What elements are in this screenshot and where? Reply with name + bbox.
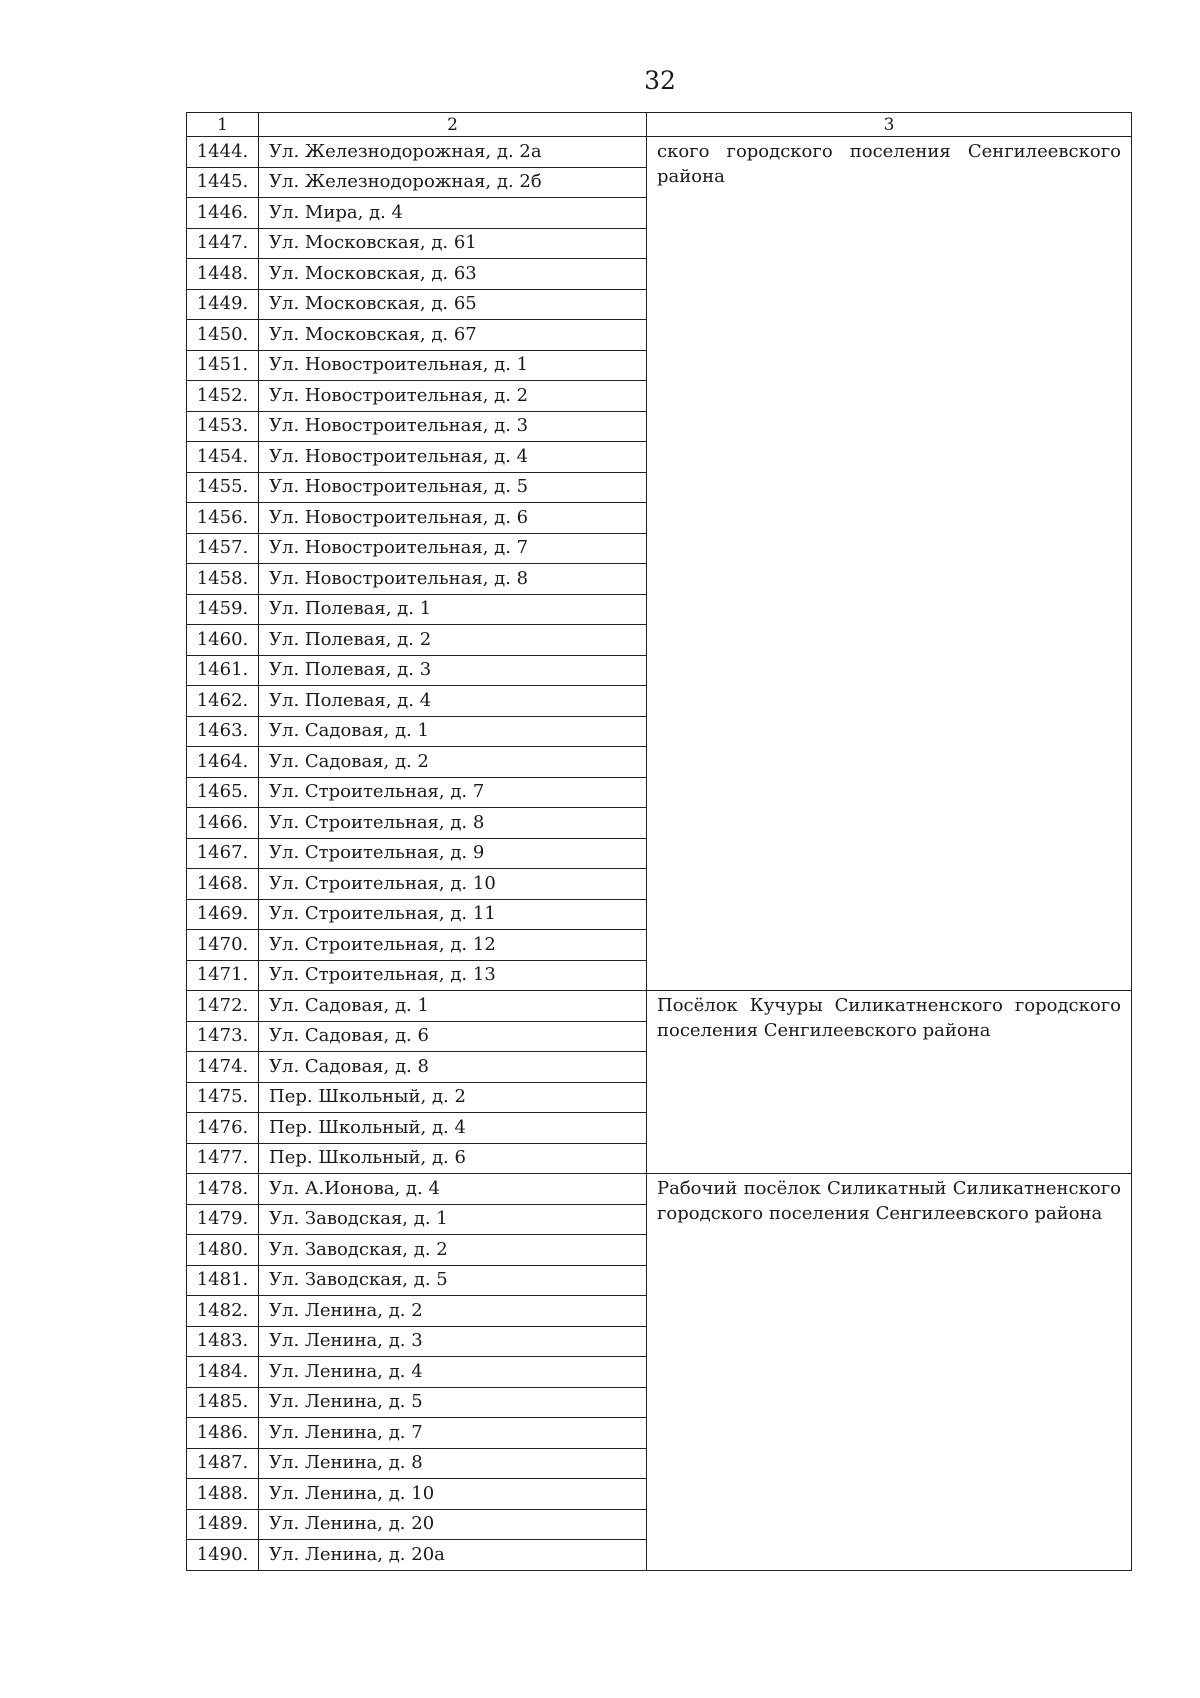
address-cell: Ул. Новостроительная, д. 7	[259, 533, 647, 564]
address-cell: Ул. Строительная, д. 10	[259, 869, 647, 900]
address-cell: Ул. Строительная, д. 13	[259, 960, 647, 991]
address-cell: Ул. Ленина, д. 4	[259, 1357, 647, 1388]
address-cell: Ул. Строительная, д. 7	[259, 777, 647, 808]
address-cell: Ул. Садовая, д. 8	[259, 1052, 647, 1083]
address-cell: Ул. Ленина, д. 20а	[259, 1540, 647, 1571]
address-cell: Ул. Строительная, д. 8	[259, 808, 647, 839]
address-cell: Ул. Полевая, д. 1	[259, 594, 647, 625]
column-header-number: 1	[187, 113, 259, 137]
table-row	[187, 1174, 1132, 1205]
address-cell: Ул. Ленина, д. 10	[259, 1479, 647, 1510]
address-cell: Ул. Железнодорожная, д. 2а	[259, 137, 647, 168]
address-cell: Ул. Полевая, д. 3	[259, 655, 647, 686]
row-number: 1459.	[187, 594, 259, 625]
row-number: 1458.	[187, 564, 259, 595]
row-number: 1487.	[187, 1448, 259, 1479]
location-cell: Рабочий посёлок Силикатный Силикатненского городского поселения Сенгилеевского района	[647, 1174, 1132, 1571]
row-number: 1462.	[187, 686, 259, 717]
row-number: 1451.	[187, 350, 259, 381]
address-cell: Ул. Новостроительная, д. 2	[259, 381, 647, 412]
row-number: 1471.	[187, 960, 259, 991]
address-cell: Ул. Московская, д. 63	[259, 259, 647, 290]
row-number: 1478.	[187, 1174, 259, 1205]
address-cell: Ул. Ленина, д. 3	[259, 1326, 647, 1357]
address-cell: Ул. Строительная, д. 12	[259, 930, 647, 961]
row-number: 1446.	[187, 198, 259, 229]
row-number: 1453.	[187, 411, 259, 442]
row-number: 1468.	[187, 869, 259, 900]
row-number: 1465.	[187, 777, 259, 808]
address-cell: Ул. Железнодорожная, д. 2б	[259, 167, 647, 198]
address-cell: Ул. Полевая, д. 4	[259, 686, 647, 717]
address-cell: Ул. Новостроительная, д. 4	[259, 442, 647, 473]
address-cell: Ул. А.Ионова, д. 4	[259, 1174, 647, 1205]
row-number: 1450.	[187, 320, 259, 351]
row-number: 1485.	[187, 1387, 259, 1418]
row-number: 1474.	[187, 1052, 259, 1083]
row-number: 1457.	[187, 533, 259, 564]
row-number: 1454.	[187, 442, 259, 473]
address-cell: Ул. Новостроительная, д. 3	[259, 411, 647, 442]
row-number: 1483.	[187, 1326, 259, 1357]
row-number: 1490.	[187, 1540, 259, 1571]
address-cell: Ул. Мира, д. 4	[259, 198, 647, 229]
table-row	[187, 991, 1132, 1022]
row-number: 1460.	[187, 625, 259, 656]
row-number: 1488.	[187, 1479, 259, 1510]
address-cell: Ул. Полевая, д. 2	[259, 625, 647, 656]
column-header-location: 3	[647, 113, 1132, 137]
row-number: 1476.	[187, 1113, 259, 1144]
header-row	[187, 113, 1132, 137]
address-cell: Пер. Школьный, д. 4	[259, 1113, 647, 1144]
row-number: 1484.	[187, 1357, 259, 1388]
row-number: 1486.	[187, 1418, 259, 1449]
address-cell: Ул. Московская, д. 65	[259, 289, 647, 320]
row-number: 1456.	[187, 503, 259, 534]
page-number: 32	[644, 66, 676, 95]
address-cell: Ул. Садовая, д. 2	[259, 747, 647, 778]
row-number: 1481.	[187, 1265, 259, 1296]
row-number: 1444.	[187, 137, 259, 168]
address-cell: Ул. Новостроительная, д. 6	[259, 503, 647, 534]
row-number: 1472.	[187, 991, 259, 1022]
address-cell: Пер. Школьный, д. 6	[259, 1143, 647, 1174]
address-cell: Ул. Заводская, д. 2	[259, 1235, 647, 1266]
row-number: 1447.	[187, 228, 259, 259]
address-cell: Ул. Новостроительная, д. 8	[259, 564, 647, 595]
address-cell: Ул. Московская, д. 61	[259, 228, 647, 259]
address-cell: Ул. Ленина, д. 7	[259, 1418, 647, 1449]
address-table	[186, 112, 1132, 1571]
row-number: 1461.	[187, 655, 259, 686]
address-cell: Ул. Новостроительная, д. 1	[259, 350, 647, 381]
address-cell: Ул. Ленина, д. 8	[259, 1448, 647, 1479]
row-number: 1449.	[187, 289, 259, 320]
address-cell: Ул. Садовая, д. 1	[259, 991, 647, 1022]
row-number: 1469.	[187, 899, 259, 930]
table-row	[187, 137, 1132, 168]
row-number: 1470.	[187, 930, 259, 961]
address-cell: Ул. Ленина, д. 20	[259, 1509, 647, 1540]
row-number: 1480.	[187, 1235, 259, 1266]
row-number: 1477.	[187, 1143, 259, 1174]
row-number: 1467.	[187, 838, 259, 869]
row-number: 1445.	[187, 167, 259, 198]
address-cell: Ул. Новостроительная, д. 5	[259, 472, 647, 503]
address-cell: Пер. Школьный, д. 2	[259, 1082, 647, 1113]
row-number: 1482.	[187, 1296, 259, 1327]
row-number: 1464.	[187, 747, 259, 778]
column-header-address: 2	[259, 113, 647, 137]
address-cell: Ул. Московская, д. 67	[259, 320, 647, 351]
address-cell: Ул. Строительная, д. 11	[259, 899, 647, 930]
row-number: 1479.	[187, 1204, 259, 1235]
table-body	[187, 137, 1132, 1571]
row-number: 1473.	[187, 1021, 259, 1052]
address-cell: Ул. Заводская, д. 1	[259, 1204, 647, 1235]
row-number: 1489.	[187, 1509, 259, 1540]
address-cell: Ул. Ленина, д. 2	[259, 1296, 647, 1327]
row-number: 1475.	[187, 1082, 259, 1113]
address-cell: Ул. Заводская, д. 5	[259, 1265, 647, 1296]
row-number: 1452.	[187, 381, 259, 412]
location-cell: Посёлок Кучуры Силикатненского городского поселения Сенгилеевского района	[647, 991, 1132, 1174]
address-cell: Ул. Садовая, д. 6	[259, 1021, 647, 1052]
address-cell: Ул. Садовая, д. 1	[259, 716, 647, 747]
location-cell: ского городского поселения Сенгилеевского района	[647, 137, 1132, 991]
row-number: 1448.	[187, 259, 259, 290]
row-number: 1455.	[187, 472, 259, 503]
address-cell: Ул. Строительная, д. 9	[259, 838, 647, 869]
row-number: 1466.	[187, 808, 259, 839]
row-number: 1463.	[187, 716, 259, 747]
address-cell: Ул. Ленина, д. 5	[259, 1387, 647, 1418]
